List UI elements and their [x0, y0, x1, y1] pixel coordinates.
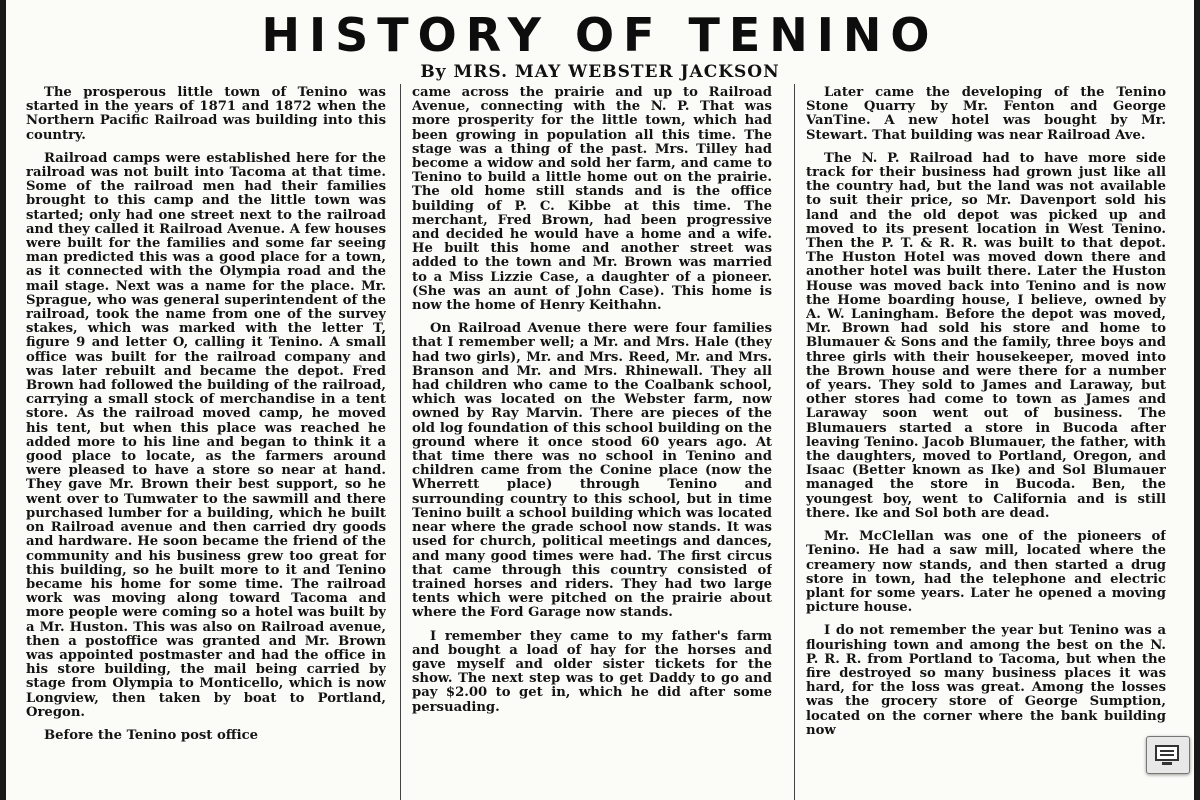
- column-divider: [794, 84, 795, 800]
- article-paragraph: On Railroad Avenue there were four families that I remember well; a Mr. and Mrs. Hale (they had two girls), Mr. and Mrs. Reed, Mr. and Mrs. Branson and Mr. and Mrs. Rhinewall. They all had children who came to the Coalbank school, which was located on the Webster farm, now owned by Ray Marvin. There are pieces of the old log foundation of this school building on the ground where it once stood 60 years ago. At that time there was no school in Tenino and children came from the Conine place (now the Wherrett place) through Tenino and surrounding country to this school, but in time Tenino built a school building which was located near where the grade school now stands. It was used for church, political meetings and dances, and many good times were had. The first circus that came through this country consisted of trained horses and riders. They had two large tents which were pitched on the prairie about where the Ford Garage now stands.: [412, 321, 772, 621]
- article-paragraph: The N. P. Railroad had to have more side track for their business had grown just like all the country had, but the land was not available to suit their price, so Mr. Davenport sold his land and the old depot was picked up and moved to its present location in West Tenino. Then the P. T. & R. R. was built to that depot. The Huston Hotel was moved down there and another hotel was built there. Later the Huston House was moved back into Tenino and is now the Home boarding house, I believe, owned by A. W. Laningham. Before the depot was moved, Mr. Brown had sold his store and home to Blumauer & Sons and the family, three boys and three girls with their housekeeper, moved into the Brown house and were there for a number of years. They sold to James and Laraway, but other stores had come to town as James and Laraway soon went out of business. The Blumauers started a store in Bucoda after leaving Tenino. Jacob Blumauer, the father, with the daughters, moved to Portland, Oregon, and Isaac (Better known as Ike) and Sol Blumauer managed the store in Bucoda. Ben, the youngest boy, went to California and is still there. Ike and Sol both are dead.: [806, 150, 1166, 521]
- article-paragraph: Before the Tenino post office: [44, 727, 259, 743]
- article-byline: By MRS. MAY WEBSTER JACKSON: [420, 62, 780, 82]
- left-border: [0, 0, 6, 800]
- article-paragraph: The prosperous little town of Tenino was started in the years of 1871 and 1872 when the Northern Pacific Railroad was building into this country.: [26, 86, 386, 143]
- article-title: HISTORY OF TENINO: [261, 8, 939, 62]
- article-paragraph: came across the prairie and up to Railroad Avenue, connecting with the N. P. That was more prosperity for the little town, which had been growing in population all this time. The stage was a thing of the past. Mrs. Tilley had become a widow and sold her farm, and came to Tenino to build a little home out on the prairie. The old home still stands and is the office building of P. C. Kibbe at this time. The merchant, Fred Brown, had been progressive and decided he would have a home and a wife. He built this home and another street was added to the town and Mr. Brown was married to a Miss Lizzie Case, a daughter of a pioneer. (She was an aunt of John Case). This home is now the home of Henry Keithahn.: [412, 86, 772, 314]
- article-paragraph: I remember they came to my father's farm and bought a load of hay for the horses and gave myself and older sister tickets for the show. The next step was to get Daddy to go and pay $2.00 to get in, which he did after some persuading.: [412, 628, 772, 715]
- article-paragraph: Later came the developing of the Tenino Stone Quarry by Mr. Fenton and George VanTine. A new hotel was bought by Mr. Stewart. That building was near Railroad Ave.: [806, 86, 1166, 143]
- monitor-stand-icon: [1162, 762, 1172, 765]
- monitor-icon: [1155, 745, 1179, 761]
- article-paragraph: I do not remember the year but Tenino was a flourishing town and among the best on the N. P. R. R. from Portland to Tacoma, but when the fire destroyed so many business places it was hard, for the loss was great. Among the losses was the grocery store of George Sumption, located on the corner where the bank building now: [806, 623, 1166, 738]
- article-paragraph: Railroad camps were established here for the railroad was not built into Tacoma at that time. Some of the railroad men had their families brought to this camp and the little town was started; only had one street next to the railroad and they called it Railroad Avenue. A few houses were built for the families and some far seeing man predicted this was a good place for a town, as it connected with the Olympia road and the mail stage. Next was a name for the place. Mr. Sprague, who was general superintendent of the railroad, took the name from one of the survey stakes, which was marked with the letter T, figure 9 and letter O, calling it Tenino. A small office was built for the railroad company and was later rebuilt and became the depot. Fred Brown had followed the building of the railroad, carrying a small stock of merchandise in a tent store. As the railroad moved camp, he moved his tent, but when this place was reached he added more to his line and began to think it a good place to locate, as the farmers around were pleased to have a store so near at hand. They gave Mr. Brown their best support, so he went over to Tumwater to the sawmill and there purchased lumber for a building, which he built on Railroad avenue and then carried dry goods and hardware. He soon became the friend of the community and his business grew too great for this building, so he built more to it and Tenino became his home for some time. The railroad work was moving along toward Tacoma and more people were coming so a hotel was built by a Mr. Huston. This was also on Railroad avenue, then a postoffice was granted and Mr. Brown was appointed postmaster and had the office in his store building, the mail being carried by stage from Olympia to Monticello, which is now Longview, then taken by boat to Portland, Oregon.: [26, 150, 386, 720]
- viewer-toggle-button[interactable]: [1146, 736, 1190, 774]
- column-divider: [400, 84, 401, 800]
- article-column-2: [412, 86, 772, 800]
- article-column-3: [806, 86, 1166, 800]
- article-paragraph: Mr. McClellan was one of the pioneers of Tenino. He had a saw mill, located where the creamery now stands, and then started a drug store in town, had the telephone and electric plant for some years. Later he opened a moving picture house.: [806, 529, 1166, 616]
- article-column-1: [26, 86, 386, 800]
- right-border: [1194, 0, 1200, 800]
